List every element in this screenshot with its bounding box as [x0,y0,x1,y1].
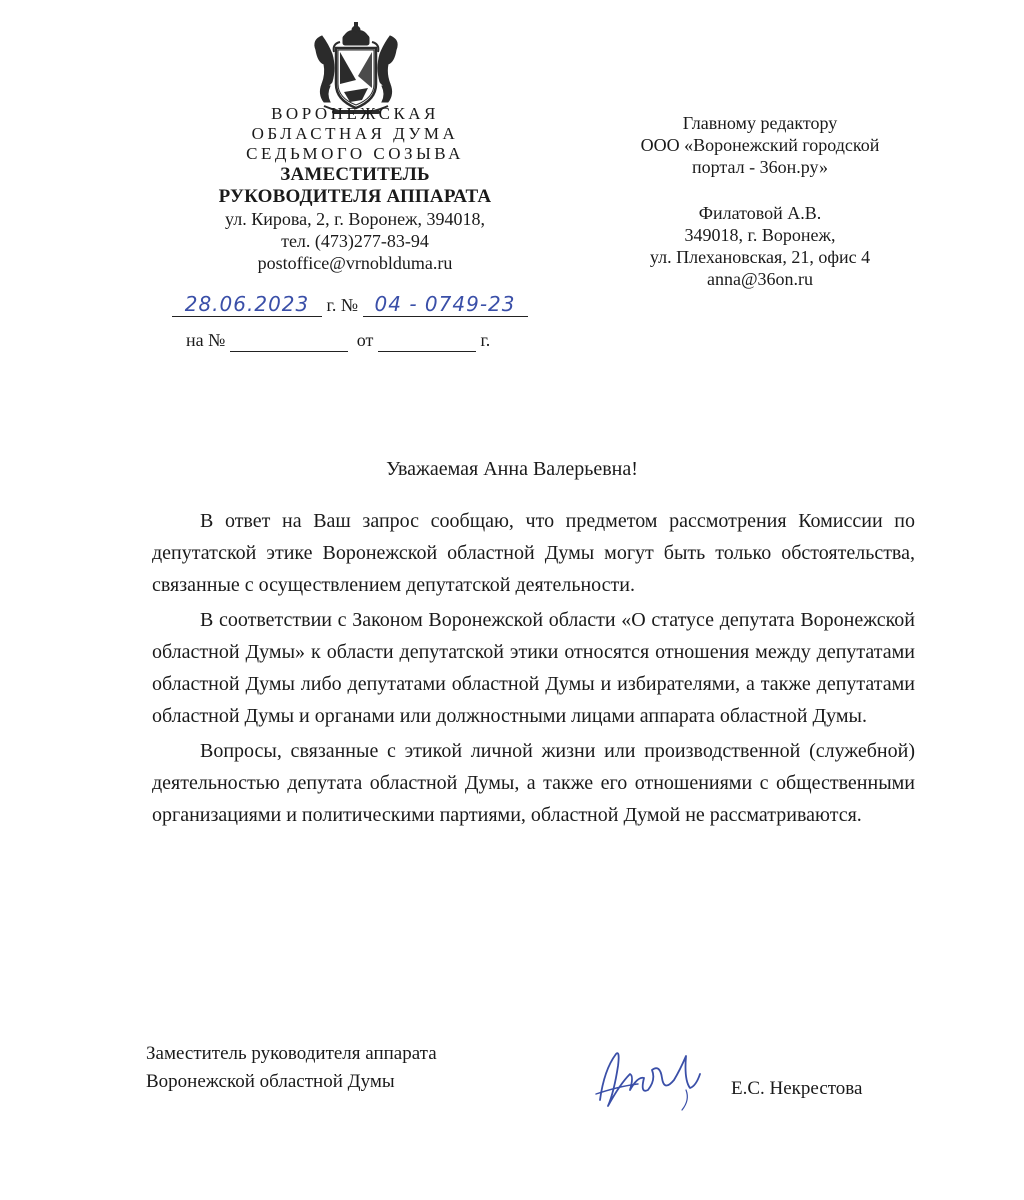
signatory-title-line-1: Заместитель руководителя аппарата [146,1043,437,1064]
reference-from-label: от [356,330,374,350]
registration-number: 04 - 0749-23 [363,292,528,317]
reference-year-label: г. [480,330,491,350]
signatory-title-line-2: Воронежской областной Думы [146,1071,395,1092]
registration-line [172,292,528,317]
sender-email: postoffice@vrnoblduma.ru [257,253,453,273]
body-paragraph-3: Вопросы, связанные с этикой личной жизни или производственной (служебной) деятельностью депутата областной Думы, а также его отношениями с общественными организациями и политическими партиями, областной Думой не рассматриваются. [152,740,915,826]
position-line-2: РУКОВОДИТЕЛЯ АППАРАТА [218,186,492,207]
sender-organization [170,104,540,274]
position-line-1: ЗАМЕСТИТЕЛЬ [280,164,430,185]
addressee-line: ул. Плехановская, 21, офис 4 [649,247,871,267]
addressee-line: Главному редактору [682,113,838,133]
org-line-3: СЕДЬМОГО СОЗЫВА [246,144,464,163]
addressee-line: портал - 36он.ру» [692,157,828,177]
addressee-line: anna@36on.ru [706,269,814,289]
salutation: Уважаемая Анна Валерьевна! [386,458,638,480]
reference-number-label: на № [186,330,226,350]
body-paragraph-1: В ответ на Ваш запрос сообщаю, что предметом рассмотрения Комиссии по депутатской этике Воронежской областной Думы могут быть только обстоятельства, связанные с осуществлением депутатской деятельности. [152,510,915,596]
org-line-2: ОБЛАСТНАЯ ДУМА [251,124,459,143]
body-paragraph-2: В соответствии с Законом Воронежской области «О статусе депутата Воронежской областной Думы» к области депутатской этики относятся отношения между депутатами областной Думы либо депутатами областной Думы и избирателями, а также депутатами областной Думы и органами или должностными лицами аппарата областной Думы. [152,609,915,727]
addressee-recipient [590,112,930,178]
org-line-1: ВОРОНЕЖСКАЯ [271,104,439,123]
signatory-title [146,1040,437,1096]
reference-line [186,330,490,352]
registration-date: 28.06.2023 [172,292,322,317]
reference-date-blank [378,330,476,352]
addressee-contact [590,202,930,290]
letter-body [152,505,915,834]
reference-number-blank [230,330,348,352]
sender-phone: тел. (473)277-83-94 [281,231,429,251]
sender-address: ул. Кирова, 2, г. Воронеж, 394018, [225,209,485,229]
signatory-name: Е.С. Некрестова [731,1078,863,1099]
addressee-line: Филатовой А.В. [698,203,822,223]
addressee-line: ООО «Воронежский городской [640,135,880,155]
registration-number-label: г. № [326,295,359,315]
addressee-line: 349018, г. Воронеж, [684,225,836,245]
handwritten-signature [590,1040,720,1120]
